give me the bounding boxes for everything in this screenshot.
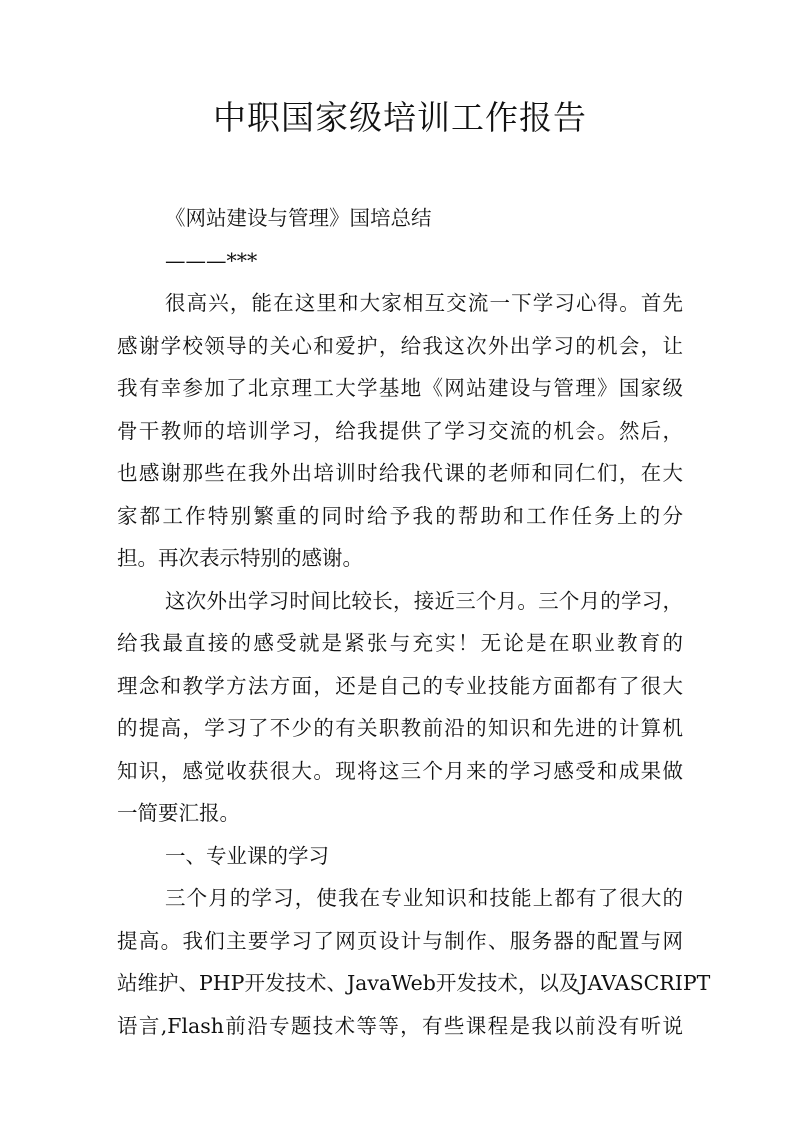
paragraph-line: 的提高，学习了不少的有关职教前沿的知识和先进的计算机: [117, 716, 683, 740]
paragraph-line: 很高兴，能在这里和大家相互交流一下学习心得。首先: [165, 291, 683, 315]
section-heading: 一、专业课的学习: [165, 843, 329, 868]
paragraph-line: 给我最直接的感受就是紧张与充实！无论是在职业教育的: [117, 631, 683, 655]
paragraph-line: 感谢学校领导的关心和爱护，给我这次外出学习的机会，让: [117, 333, 683, 358]
paragraph-line: 理念和教学方法方面，还是自己的专业技能方面都有了很大: [117, 673, 683, 698]
paragraph-line: 语言,Flash前沿专题技术等等，有些课程是我以前没有听说: [117, 1013, 683, 1038]
paragraph-line: 三个月的学习，使我在专业知识和技能上都有了很大的: [165, 886, 683, 910]
paragraph-line: 我有幸参加了北京理工大学基地《网站建设与管理》国家级: [117, 376, 683, 400]
paragraph-line: 担。再次表示特别的感谢。: [117, 546, 363, 570]
paragraph-line: 骨干教师的培训学习，给我提供了学习交流的机会。然后，: [117, 418, 683, 443]
paragraph-line: 提高。我们主要学习了网页设计与制作、服务器的配置与网: [117, 928, 683, 953]
document-body: [117, 197, 711, 1047]
subtitle-line: 《网站建设与管理》国培总结: [165, 206, 432, 230]
paragraph-line: 一简要汇报。: [117, 801, 240, 825]
paragraph-line: 站维护、PHP开发技术、JavaWeb开发技术，以及JAVASCRIPT: [117, 971, 711, 995]
author-line: ———***: [165, 248, 258, 273]
paragraph-line: 知识，感觉收获很大。现将这三个月来的学习感受和成果做: [117, 758, 683, 783]
paragraph-line: 也感谢那些在我外出培训时给我代课的老师和同仁们，在大: [117, 461, 683, 485]
paragraph-line: 这次外出学习时间比较长，接近三个月。三个月的学习，: [165, 588, 683, 613]
paragraph-line: 家都工作特别繁重的同时给予我的帮助和工作任务上的分: [117, 503, 683, 528]
document-title: 中职国家级培训工作报告: [213, 98, 587, 137]
